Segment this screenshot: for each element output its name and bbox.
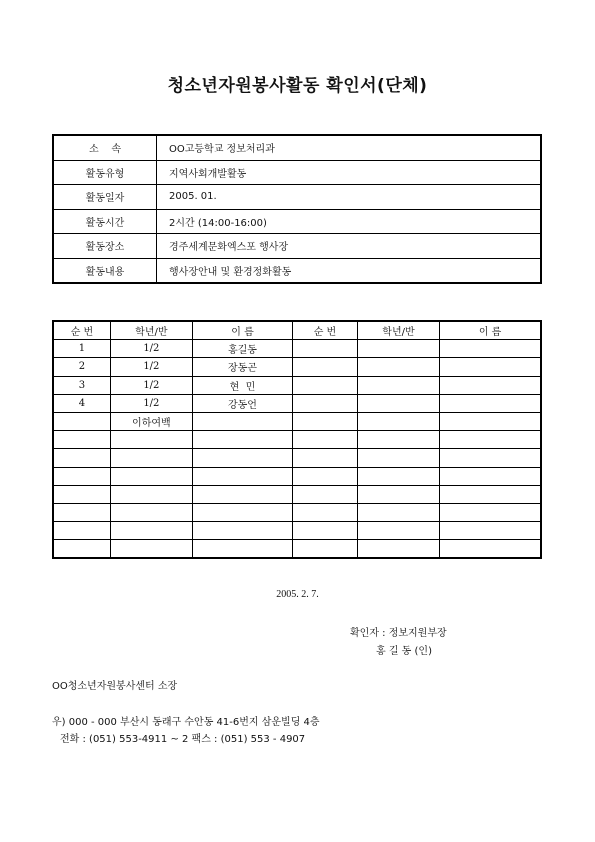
- roster-cell-grade-class: [110, 540, 192, 559]
- roster-cell-seq: [53, 540, 110, 559]
- roster-cell-name: [440, 503, 541, 521]
- roster-cell-name: [192, 485, 292, 503]
- roster-cell-name: [440, 449, 541, 467]
- roster-cell-seq: 1: [53, 340, 110, 358]
- roster-cell-grade-class: 1/2: [110, 340, 192, 358]
- roster-cell-grade-class: [357, 394, 439, 412]
- roster-cell-grade-class: [110, 467, 192, 485]
- roster-cell-name: 강동언: [192, 394, 292, 412]
- roster-cell-name: [440, 394, 541, 412]
- roster-cell-name: [440, 485, 541, 503]
- roster-cell-seq: [293, 467, 358, 485]
- roster-cell-grade-class: [357, 540, 439, 559]
- roster-cell-grade-class: [357, 358, 439, 376]
- info-row: [53, 258, 541, 283]
- center-address: 우) 000 - 000 부산시 동래구 수안동 41-6번지 삼운빌딩 4층: [52, 717, 320, 728]
- roster-cell-seq: [293, 340, 358, 358]
- info-label: 활동내용: [53, 258, 157, 283]
- table-row: [53, 412, 541, 430]
- header-seq-2: 순 번: [293, 321, 358, 340]
- roster-cell-seq: [293, 358, 358, 376]
- info-label: 활동일자: [53, 185, 157, 210]
- roster-cell-grade-class: [357, 449, 439, 467]
- roster-cell-seq: [293, 540, 358, 559]
- roster-cell-name: [192, 431, 292, 449]
- center-director: OO청소년자원봉사센터 소장: [52, 681, 178, 692]
- issue-date: 2005. 2. 7.: [276, 589, 319, 600]
- roster-cell-seq: [53, 503, 110, 521]
- roster-cell-seq: [53, 412, 110, 430]
- roster-cell-seq: [293, 485, 358, 503]
- roster-cell-grade-class: [357, 412, 439, 430]
- header-name-1: 이 름: [192, 321, 292, 340]
- roster-cell-grade-class: [357, 522, 439, 540]
- participant-roster-table: [52, 320, 542, 559]
- roster-cell-seq: [293, 431, 358, 449]
- roster-cell-seq: 2: [53, 358, 110, 376]
- roster-cell-name: [440, 467, 541, 485]
- roster-cell-name: [440, 358, 541, 376]
- table-row: [53, 540, 541, 559]
- center-phone-fax: 전화 : (051) 553-4911 ~ 2 팩스 : (051) 553 - 4907: [60, 734, 306, 745]
- roster-cell-grade-class: [110, 431, 192, 449]
- table-row: [53, 449, 541, 467]
- roster-cell-name: [192, 467, 292, 485]
- roster-cell-seq: [293, 449, 358, 467]
- info-label: 활동유형: [53, 160, 157, 185]
- info-value: 2시간 (14:00-16:00): [157, 209, 542, 234]
- info-value: 지역사회개발활동: [157, 160, 542, 185]
- info-label: 활동장소: [53, 234, 157, 259]
- table-row: [53, 467, 541, 485]
- header-grade-class-2: 학년/반: [357, 321, 439, 340]
- roster-cell-grade-class: [110, 449, 192, 467]
- roster-cell-grade-class: [357, 340, 439, 358]
- confirmer-name: 홍 길 동 (인): [376, 646, 432, 657]
- roster-cell-seq: [293, 376, 358, 394]
- table-row: [53, 522, 541, 540]
- roster-cell-name: 장동곤: [192, 358, 292, 376]
- info-row: [53, 209, 541, 234]
- roster-cell-seq: [53, 449, 110, 467]
- roster-cell-seq: [53, 431, 110, 449]
- header-grade-class-1: 학년/반: [110, 321, 192, 340]
- header-name-2: 이 름: [440, 321, 541, 340]
- roster-cell-seq: 4: [53, 394, 110, 412]
- confirmer-title: 확인자 : 정보지원부장: [350, 628, 447, 639]
- roster-cell-grade-class: [357, 485, 439, 503]
- table-row: [53, 503, 541, 521]
- table-row: [53, 485, 541, 503]
- roster-cell-name: [440, 340, 541, 358]
- table-row: [53, 340, 541, 358]
- roster-cell-seq: [293, 522, 358, 540]
- info-value: 2005. 01.: [157, 185, 542, 210]
- roster-cell-name: [192, 503, 292, 521]
- roster-cell-grade-class: 1/2: [110, 376, 192, 394]
- info-label: 소 속: [53, 135, 157, 160]
- info-value: OO고등학교 정보처리과: [157, 135, 542, 160]
- roster-cell-grade-class: [110, 503, 192, 521]
- table-row: [53, 431, 541, 449]
- table-row: [53, 358, 541, 376]
- roster-cell-seq: [293, 503, 358, 521]
- roster-cell-grade-class: [357, 503, 439, 521]
- roster-cell-name: [192, 449, 292, 467]
- roster-cell-seq: 3: [53, 376, 110, 394]
- roster-header-row: [53, 321, 541, 340]
- roster-cell-name: [440, 412, 541, 430]
- roster-cell-name: [440, 376, 541, 394]
- info-value: 행사장안내 및 환경정화활동: [157, 258, 542, 283]
- roster-cell-grade-class: 이하여백: [110, 412, 192, 430]
- roster-cell-name: 홍길동: [192, 340, 292, 358]
- roster-cell-grade-class: [357, 431, 439, 449]
- roster-cell-grade-class: [110, 485, 192, 503]
- roster-cell-name: [192, 412, 292, 430]
- roster-cell-grade-class: [357, 376, 439, 394]
- table-row: [53, 376, 541, 394]
- roster-cell-name: [440, 431, 541, 449]
- info-row: [53, 135, 541, 160]
- header-seq-1: 순 번: [53, 321, 110, 340]
- roster-cell-seq: [53, 467, 110, 485]
- roster-cell-name: [192, 540, 292, 559]
- roster-cell-grade-class: [357, 467, 439, 485]
- roster-cell-seq: [53, 522, 110, 540]
- info-value: 경주세계문화엑스포 행사장: [157, 234, 542, 259]
- roster-cell-name: [440, 522, 541, 540]
- info-row: [53, 234, 541, 259]
- roster-cell-seq: [53, 485, 110, 503]
- roster-cell-name: [192, 522, 292, 540]
- document-title: 청소년자원봉사활동 확인서(단체): [167, 76, 428, 96]
- table-row: [53, 394, 541, 412]
- info-row: [53, 160, 541, 185]
- roster-cell-seq: [293, 394, 358, 412]
- roster-cell-grade-class: 1/2: [110, 394, 192, 412]
- info-row: [53, 185, 541, 210]
- info-label: 활동시간: [53, 209, 157, 234]
- roster-cell-grade-class: 1/2: [110, 358, 192, 376]
- roster-cell-name: 현 민: [192, 376, 292, 394]
- roster-cell-grade-class: [110, 522, 192, 540]
- roster-cell-seq: [293, 412, 358, 430]
- roster-cell-name: [440, 540, 541, 559]
- activity-info-table: [52, 134, 542, 284]
